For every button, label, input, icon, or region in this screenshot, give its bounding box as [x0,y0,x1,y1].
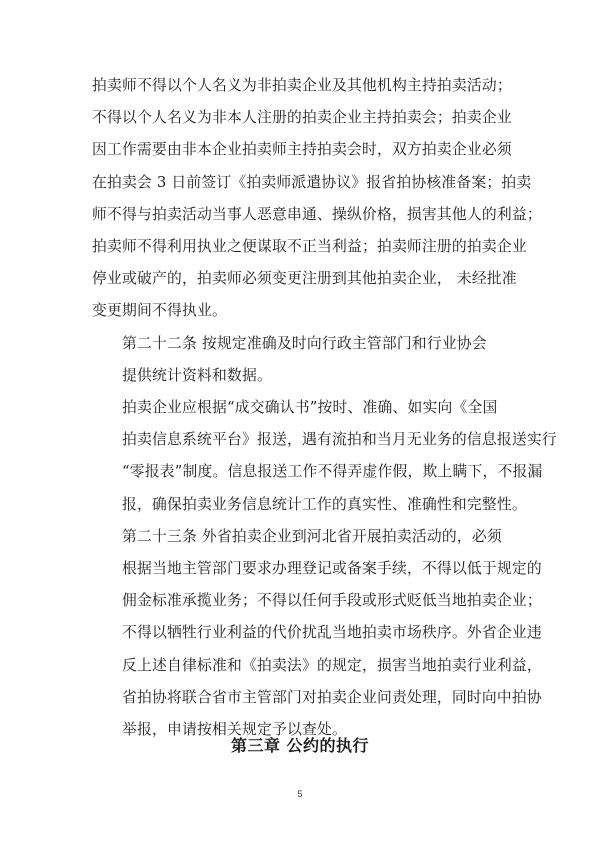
paragraph-article-23 [92,521,542,746]
paragraph-article-22 [92,328,520,392]
chapter-heading: 第三章 公约的执行 [230,736,370,755]
text-line: 佣金标准承揽业务；不得以任何手段或形式贬低当地拍卖企业； [122,592,542,610]
text-line: 省拍协将联合省市主管部门对拍卖企业问责处理，同时向中拍协 [122,688,542,706]
text-line: 举报，申请按相关规定予以查处。 [122,721,347,739]
text-line: 师不得与拍卖活动当事人恶意串通、操纵价格，损害其他人的利益； [92,205,542,223]
text-line: 拍卖师不得以个人名义为非拍卖企业及其他机构主持拍卖活动； [92,77,512,94]
page-number: 5 [297,789,303,799]
body-text [92,70,557,746]
text-line: 根据当地主管部门要求办理登记或备案手续，不得以低于规定的 [122,560,542,578]
text-line: 变更期间不得执业。 [92,302,227,320]
text-line: 拍卖企业应根据“成交确认书”按时、准确、如实向《全国 [122,399,498,417]
text-line: 拍卖信息系统平台》报送，遇有流拍和当月无业务的信息报送实行 [122,431,557,449]
paragraph-reporting [92,392,557,521]
text-line: 拍卖师不得利用执业之便谋取不正当利益；拍卖师注册的拍卖企业 [92,238,527,256]
text-line: 因工作需要由非本企业拍卖师主持拍卖会时，双方拍卖企业必须 [92,141,512,159]
text-line: 第二十二条 按规定准确及时向行政主管部门和行业协会 [122,334,487,352]
text-line: 不得以牺牲行业利益的代价扰乱当地拍卖市场秩序。外省企业违 [122,624,542,642]
text-line: 提供统计资料和数据。 [122,366,272,384]
text-line: 不得以个人名义为非本人注册的拍卖企业主持拍卖会；拍卖企业 [92,109,512,127]
text-line: 报，确保拍卖业务信息统计工作的真实性、准确性和完整性。 [122,495,527,513]
paragraph-auctioneer-rules [92,70,542,328]
text-line: “零报表”制度。信息报送工作不得弄虚作假，欺上瞒下，不报漏 [122,463,543,481]
text-line: 第二十三条 外省拍卖企业到河北省开展拍卖活动的，必须 [122,527,502,545]
text-line: 反上述自律标准和《拍卖法》的规定，损害当地拍卖行业利益， [122,656,542,674]
text-line: 停业或破产的，拍卖师必须变更注册到其他拍卖企业， 未经批准 [92,270,517,288]
text-line: 在拍卖会 3 日前签订《拍卖师派遣协议》报省拍协核准备案；拍卖 [92,173,532,191]
